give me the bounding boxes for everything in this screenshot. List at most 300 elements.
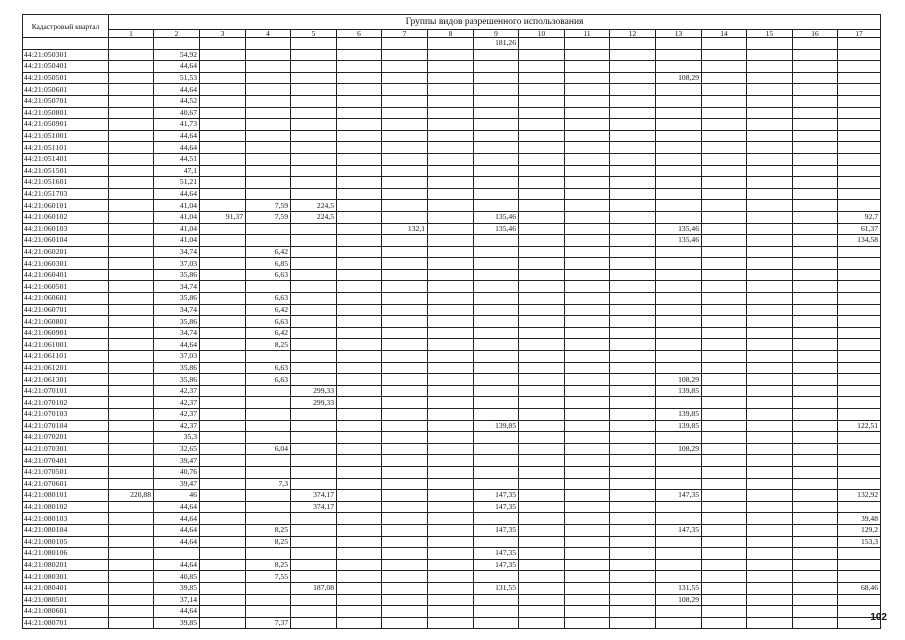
value-cell (656, 142, 702, 154)
value-cell: 44,64 (154, 501, 200, 513)
value-cell (337, 466, 382, 478)
value-cell (793, 536, 838, 548)
value-cell: 42,37 (154, 397, 200, 409)
value-cell (428, 281, 474, 293)
value-cell (291, 246, 337, 258)
value-cell (474, 246, 519, 258)
value-cell (337, 49, 382, 61)
value-cell (382, 72, 428, 84)
value-cell (109, 524, 154, 536)
value-cell (246, 409, 291, 421)
value-cell (291, 443, 337, 455)
value-cell (747, 107, 793, 119)
value-cell (291, 235, 337, 247)
value-cell (474, 351, 519, 363)
value-cell (702, 258, 747, 270)
value-cell (656, 258, 702, 270)
value-cell (428, 177, 474, 189)
value-cell (428, 107, 474, 119)
value-cell (565, 304, 610, 316)
value-cell (337, 490, 382, 502)
value-cell (793, 119, 838, 131)
value-cell (519, 571, 565, 583)
value-cell (656, 38, 702, 50)
value-cell (656, 61, 702, 73)
value-cell (109, 362, 154, 374)
value-cell (793, 385, 838, 397)
value-cell (610, 107, 656, 119)
value-cell (474, 571, 519, 583)
value-cell (702, 304, 747, 316)
value-cell (337, 95, 382, 107)
table-row (23, 524, 881, 536)
value-cell (337, 304, 382, 316)
value-cell (428, 617, 474, 629)
table-row (23, 466, 881, 478)
value-cell (337, 501, 382, 513)
value-cell (337, 223, 382, 235)
value-cell (200, 223, 246, 235)
value-cell (291, 130, 337, 142)
value-cell (474, 362, 519, 374)
value-cell (474, 130, 519, 142)
value-cell (474, 397, 519, 409)
table-row (23, 61, 881, 73)
value-cell (793, 269, 838, 281)
value-cell (291, 165, 337, 177)
value-cell (246, 153, 291, 165)
value-cell (428, 362, 474, 374)
quarter-cell: 44:21:070601 (23, 478, 109, 490)
value-cell (382, 293, 428, 305)
value-cell (246, 235, 291, 247)
value-cell: 39,47 (154, 455, 200, 467)
value-cell (246, 84, 291, 96)
value-cell (702, 432, 747, 444)
value-cell (337, 536, 382, 548)
value-cell (428, 501, 474, 513)
value-cell (291, 606, 337, 618)
value-cell (565, 559, 610, 571)
column-number: 8 (428, 30, 474, 38)
value-cell (838, 49, 881, 61)
value-cell (291, 188, 337, 200)
value-cell: 35,86 (154, 269, 200, 281)
value-cell (109, 84, 154, 96)
value-cell (702, 316, 747, 328)
value-cell (838, 200, 881, 212)
value-cell: 40,76 (154, 466, 200, 478)
value-cell: 6,42 (246, 327, 291, 339)
value-cell (337, 339, 382, 351)
value-cell: 108,29 (656, 443, 702, 455)
value-cell (656, 617, 702, 629)
value-cell (610, 443, 656, 455)
value-cell (565, 362, 610, 374)
value-cell (747, 420, 793, 432)
table-row (23, 536, 881, 548)
value-cell (838, 246, 881, 258)
value-cell (610, 316, 656, 328)
value-cell (702, 385, 747, 397)
value-cell (109, 385, 154, 397)
value-cell (519, 223, 565, 235)
quarter-cell: 44:21:080201 (23, 559, 109, 571)
value-cell (793, 304, 838, 316)
value-cell (474, 455, 519, 467)
table-row (23, 409, 881, 421)
value-cell (610, 246, 656, 258)
value-cell (793, 211, 838, 223)
value-cell (702, 536, 747, 548)
value-cell (565, 443, 610, 455)
column-number: 5 (291, 30, 337, 38)
value-cell (382, 397, 428, 409)
value-cell (702, 571, 747, 583)
quarter-cell: 44:21:080501 (23, 594, 109, 606)
value-cell (519, 153, 565, 165)
value-cell (610, 420, 656, 432)
value-cell (747, 95, 793, 107)
value-cell: 6,85 (246, 258, 291, 270)
table-row (23, 327, 881, 339)
value-cell (747, 211, 793, 223)
value-cell (793, 409, 838, 421)
value-cell (565, 513, 610, 525)
value-cell (291, 432, 337, 444)
value-cell (702, 617, 747, 629)
value-cell (702, 490, 747, 502)
value-cell (702, 223, 747, 235)
value-cell (382, 594, 428, 606)
value-cell (382, 327, 428, 339)
value-cell (793, 420, 838, 432)
value-cell (656, 200, 702, 212)
value-cell (474, 409, 519, 421)
value-cell (610, 582, 656, 594)
value-cell: 44,64 (154, 188, 200, 200)
value-cell (109, 536, 154, 548)
value-cell (428, 548, 474, 560)
value-cell (291, 524, 337, 536)
value-cell: 44,64 (154, 142, 200, 154)
value-cell (610, 432, 656, 444)
value-cell (200, 420, 246, 432)
value-cell (382, 269, 428, 281)
value-cell (109, 397, 154, 409)
value-cell (291, 513, 337, 525)
value-cell (291, 351, 337, 363)
value-cell (565, 327, 610, 339)
quarter-cell: 44:21:060201 (23, 246, 109, 258)
value-cell (200, 200, 246, 212)
value-cell (747, 165, 793, 177)
value-cell (109, 327, 154, 339)
value-cell (428, 559, 474, 571)
value-cell (246, 177, 291, 189)
table-row (23, 339, 881, 351)
table-row (23, 153, 881, 165)
value-cell (200, 177, 246, 189)
column-number-row (23, 30, 881, 38)
value-cell (246, 49, 291, 61)
value-cell (610, 130, 656, 142)
value-cell: 54,92 (154, 49, 200, 61)
value-cell (337, 548, 382, 560)
value-cell (747, 177, 793, 189)
value-cell: 7,3 (246, 478, 291, 490)
value-cell (838, 385, 881, 397)
value-cell (747, 269, 793, 281)
value-cell (109, 235, 154, 247)
value-cell (838, 559, 881, 571)
value-cell (200, 316, 246, 328)
value-cell (291, 84, 337, 96)
value-cell: 374,17 (291, 490, 337, 502)
table-row (23, 165, 881, 177)
value-cell (610, 211, 656, 223)
value-cell (519, 165, 565, 177)
value-cell: 40,67 (154, 107, 200, 119)
quarter-cell: 44:21:051101 (23, 142, 109, 154)
table-row (23, 362, 881, 374)
value-cell: 147,35 (474, 524, 519, 536)
value-cell (838, 501, 881, 513)
quarter-cell: 44:21:050601 (23, 84, 109, 96)
value-cell (519, 455, 565, 467)
value-cell (109, 107, 154, 119)
value-cell (610, 548, 656, 560)
value-cell (200, 130, 246, 142)
value-cell (382, 501, 428, 513)
value-cell (838, 571, 881, 583)
value-cell (382, 513, 428, 525)
value-cell (519, 177, 565, 189)
quarter-cell: 44:21:080106 (23, 548, 109, 560)
value-cell (702, 38, 747, 50)
value-cell (200, 559, 246, 571)
value-cell (610, 223, 656, 235)
value-cell (474, 443, 519, 455)
table-row (23, 316, 881, 328)
value-cell: 39,47 (154, 478, 200, 490)
value-cell (838, 443, 881, 455)
value-cell (565, 594, 610, 606)
value-cell (337, 38, 382, 50)
value-cell (702, 351, 747, 363)
quarter-cell: 44:21:060601 (23, 293, 109, 305)
value-cell (519, 316, 565, 328)
value-cell (428, 420, 474, 432)
value-cell (109, 409, 154, 421)
table-row (23, 188, 881, 200)
value-cell (702, 293, 747, 305)
value-cell (109, 316, 154, 328)
value-cell (109, 211, 154, 223)
value-cell (109, 443, 154, 455)
value-cell (519, 385, 565, 397)
value-cell (200, 293, 246, 305)
quarter-cell: 44:21:080103 (23, 513, 109, 525)
value-cell (656, 304, 702, 316)
value-cell (291, 269, 337, 281)
column-number: 4 (246, 30, 291, 38)
value-cell (519, 374, 565, 386)
column-number: 3 (200, 30, 246, 38)
value-cell (246, 72, 291, 84)
value-cell: 34,74 (154, 281, 200, 293)
value-cell (382, 432, 428, 444)
value-cell (565, 293, 610, 305)
value-cell (428, 524, 474, 536)
value-cell (656, 513, 702, 525)
value-cell (519, 420, 565, 432)
value-cell: 8,25 (246, 339, 291, 351)
value-cell (291, 409, 337, 421)
value-cell (519, 606, 565, 618)
value-cell (109, 420, 154, 432)
value-cell: 40,85 (154, 571, 200, 583)
value-cell (656, 188, 702, 200)
value-cell: 91,37 (200, 211, 246, 223)
value-cell (565, 258, 610, 270)
value-cell (565, 432, 610, 444)
table-row (23, 397, 881, 409)
value-cell (610, 61, 656, 73)
value-cell (382, 188, 428, 200)
value-cell (565, 524, 610, 536)
table-row (23, 478, 881, 490)
value-cell (565, 490, 610, 502)
value-cell (747, 235, 793, 247)
value-cell (519, 478, 565, 490)
value-cell: 46 (154, 490, 200, 502)
value-cell (291, 258, 337, 270)
value-cell (474, 258, 519, 270)
value-cell: 139,85 (656, 409, 702, 421)
value-cell (428, 130, 474, 142)
value-cell (793, 559, 838, 571)
value-cell (109, 200, 154, 212)
value-cell (793, 200, 838, 212)
value-cell (474, 316, 519, 328)
value-cell (337, 177, 382, 189)
value-cell: 35,3 (154, 432, 200, 444)
table-row (23, 177, 881, 189)
value-cell: 68,46 (838, 582, 881, 594)
value-cell (291, 478, 337, 490)
value-cell (793, 281, 838, 293)
value-cell (610, 571, 656, 583)
value-cell (109, 582, 154, 594)
quarter-cell: 44:21:080105 (23, 536, 109, 548)
quarter-cell: 44:21:051401 (23, 153, 109, 165)
value-cell (200, 95, 246, 107)
value-cell (200, 594, 246, 606)
value-cell (519, 304, 565, 316)
value-cell (291, 571, 337, 583)
value-cell (474, 95, 519, 107)
value-cell (610, 559, 656, 571)
value-cell: 37,14 (154, 594, 200, 606)
value-cell (382, 490, 428, 502)
value-cell (291, 304, 337, 316)
value-cell (291, 455, 337, 467)
value-cell (519, 38, 565, 50)
value-cell (747, 571, 793, 583)
value-cell (610, 304, 656, 316)
value-cell (747, 524, 793, 536)
value-cell (519, 443, 565, 455)
value-cell (565, 95, 610, 107)
quarter-cell: 44:21:050301 (23, 49, 109, 61)
value-cell (382, 466, 428, 478)
value-cell: 35,86 (154, 374, 200, 386)
value-cell (109, 351, 154, 363)
value-cell (838, 432, 881, 444)
value-cell (337, 107, 382, 119)
value-cell (428, 397, 474, 409)
value-cell (519, 84, 565, 96)
value-cell (337, 84, 382, 96)
value-cell: 35,86 (154, 316, 200, 328)
table-row (23, 49, 881, 61)
value-cell (109, 432, 154, 444)
value-cell (109, 559, 154, 571)
quarter-cell: 44:21:050401 (23, 61, 109, 73)
value-cell (565, 536, 610, 548)
value-cell (109, 95, 154, 107)
value-cell: 7,59 (246, 211, 291, 223)
value-cell (747, 84, 793, 96)
value-cell (291, 107, 337, 119)
value-cell (610, 351, 656, 363)
value-cell (702, 478, 747, 490)
value-cell (337, 72, 382, 84)
value-cell (337, 571, 382, 583)
value-cell (337, 524, 382, 536)
value-cell (565, 235, 610, 247)
value-cell (702, 594, 747, 606)
value-cell (519, 362, 565, 374)
value-cell: 37,03 (154, 351, 200, 363)
value-cell (702, 420, 747, 432)
value-cell (565, 478, 610, 490)
value-cell (793, 327, 838, 339)
value-cell (610, 293, 656, 305)
value-cell: 122,51 (838, 420, 881, 432)
value-cell (519, 559, 565, 571)
value-cell (200, 165, 246, 177)
value-cell (291, 327, 337, 339)
value-cell (565, 397, 610, 409)
value-cell (656, 339, 702, 351)
value-cell (200, 339, 246, 351)
quarter-cell: 44:21:051001 (23, 130, 109, 142)
column-number: 15 (747, 30, 793, 38)
value-cell (565, 130, 610, 142)
value-cell (291, 316, 337, 328)
value-cell (474, 281, 519, 293)
value-cell (610, 177, 656, 189)
table-row (23, 72, 881, 84)
value-cell (337, 61, 382, 73)
value-cell: 224,5 (291, 200, 337, 212)
value-cell: 44,64 (154, 606, 200, 618)
value-cell (337, 258, 382, 270)
value-cell (702, 130, 747, 142)
value-cell (747, 293, 793, 305)
